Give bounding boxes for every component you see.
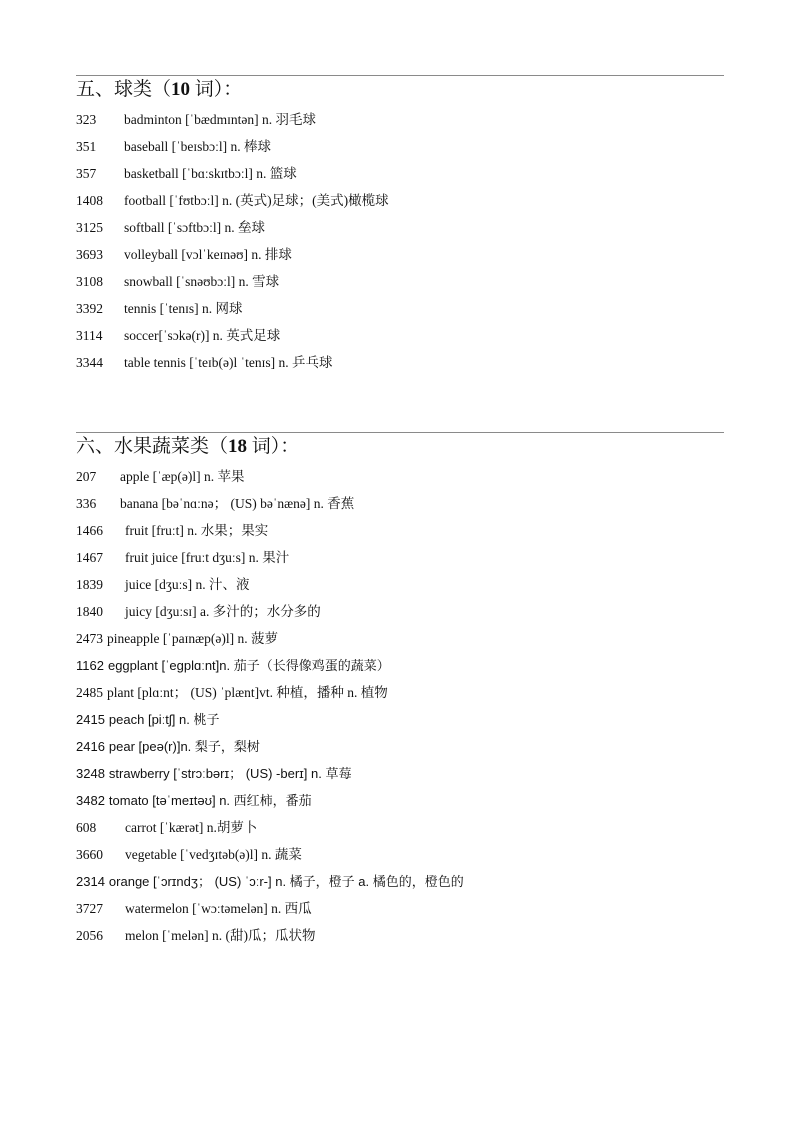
item-number: 608 xyxy=(76,820,97,835)
vocab-item xyxy=(76,900,724,927)
heading-count: 10 xyxy=(171,79,191,100)
vocab-item xyxy=(76,219,724,246)
item-number: 3344 xyxy=(76,355,103,370)
section-divider xyxy=(76,75,724,76)
vocab-item xyxy=(76,630,724,657)
section-divider xyxy=(76,432,724,433)
item-text: peach [piːtʃ] n. 桃子 xyxy=(108,712,220,727)
item-number: 3482 xyxy=(76,793,105,808)
item-text: watermelon [ˈwɔːtəmelən] n. 西瓜 xyxy=(125,901,312,916)
vocab-item xyxy=(76,111,724,138)
item-number: 336 xyxy=(76,496,97,511)
item-text: table tennis [ˈteɪb(ə)l ˈtenɪs] n. 乒乓球 xyxy=(124,355,333,370)
item-number: 1839 xyxy=(76,577,103,592)
vocab-item xyxy=(76,657,724,684)
item-number: 1467 xyxy=(76,550,103,565)
item-number: 323 xyxy=(76,112,97,127)
item-text: volleyball [vɔlˈkeɪnəʊ] n. 排球 xyxy=(124,247,292,262)
item-text: banana [bəˈnɑːnə； (US) bəˈnænə] n. 香蕉 xyxy=(120,496,355,511)
heading-count: 18 xyxy=(228,436,248,457)
vocab-item xyxy=(76,327,724,354)
item-number: 2056 xyxy=(76,928,103,943)
section-heading xyxy=(76,436,724,458)
item-text: softball [ˈsɔftbɔːl] n. 垒球 xyxy=(124,220,265,235)
item-number: 3392 xyxy=(76,301,103,316)
item-text: tomato [təˈmeɪtəʊ] n. 西红柿，番茄 xyxy=(108,793,312,808)
section-fruits-vegetables xyxy=(76,432,724,954)
vocab-item xyxy=(76,192,724,219)
item-text: football [ˈfʊtbɔːl] n. (英式)足球；(美式)橄榄球 xyxy=(124,193,389,208)
vocab-item xyxy=(76,576,724,603)
vocab-item xyxy=(76,765,724,792)
item-text: tennis [ˈtenɪs] n. 网球 xyxy=(124,301,243,316)
section-heading xyxy=(76,79,724,101)
vocab-item xyxy=(76,138,724,165)
item-number: 351 xyxy=(76,139,97,154)
vocab-item xyxy=(76,711,724,738)
item-number: 2485 xyxy=(76,685,103,700)
item-number: 3727 xyxy=(76,901,103,916)
vocab-item xyxy=(76,792,724,819)
item-text: juice [dʒuːs] n. 汁、液 xyxy=(125,577,250,592)
item-text: basketball [ˈbɑːskɪtbɔːl] n. 篮球 xyxy=(124,166,297,181)
vocab-item xyxy=(76,468,724,495)
item-text: pineapple [ˈpaɪnæp(ə)l] n. 菠萝 xyxy=(107,631,278,646)
vocab-item xyxy=(76,819,724,846)
item-number: 3693 xyxy=(76,247,103,262)
vocab-item xyxy=(76,873,724,900)
item-number: 2416 xyxy=(76,739,105,754)
item-text: fruit [fruːt] n. 水果；果实 xyxy=(125,523,269,538)
item-text: juicy [dʒuːsɪ] a. 多汁的；水分多的 xyxy=(125,604,321,619)
item-text: plant [plɑːnt； (US) ˈplænt]vt. 种植，播种 n. 植物 xyxy=(107,685,388,700)
item-text: pear [peə(r)]n. 梨子，梨树 xyxy=(108,739,260,754)
item-text: badminton [ˈbædmɪntən] n. 羽毛球 xyxy=(124,112,316,127)
heading-suffix: 词）： xyxy=(247,436,300,457)
vocab-item xyxy=(76,165,724,192)
item-number: 1466 xyxy=(76,523,103,538)
item-number: 3660 xyxy=(76,847,103,862)
item-text: orange [ˈɔrɪndʒ； (US) ˈɔːr-] n. 橘子，橙子 a. 橘色的，橙色的 xyxy=(108,874,464,889)
heading-suffix: 词）： xyxy=(190,79,243,100)
heading-prefix: 五、球类（ xyxy=(76,79,172,100)
vocab-item xyxy=(76,684,724,711)
item-number: 3125 xyxy=(76,220,103,235)
vocab-item xyxy=(76,549,724,576)
vocab-item xyxy=(76,927,724,954)
item-number: 2314 xyxy=(76,874,105,889)
vocab-item xyxy=(76,846,724,873)
item-text: snowball [ˈsnəʊbɔːl] n. 雪球 xyxy=(124,274,280,289)
item-number: 1408 xyxy=(76,193,103,208)
heading-prefix: 六、水果蔬菜类（ xyxy=(76,436,229,457)
vocab-item xyxy=(76,522,724,549)
item-text: apple [ˈæp(ə)l] n. 苹果 xyxy=(120,469,245,484)
item-number: 207 xyxy=(76,469,97,484)
vocab-item xyxy=(76,273,724,300)
item-text: vegetable [ˈvedʒɪtəb(ə)l] n. 蔬菜 xyxy=(125,847,302,862)
vocab-list xyxy=(76,111,724,381)
item-text: carrot [ˈkærət] n.胡萝卜 xyxy=(125,820,258,835)
item-text: melon [ˈmelən] n. (甜)瓜；瓜状物 xyxy=(125,928,316,943)
vocab-item xyxy=(76,603,724,630)
item-number: 3248 xyxy=(76,766,105,781)
vocab-item xyxy=(76,354,724,381)
item-number: 2415 xyxy=(76,712,105,727)
item-text: eggplant [ˈegplɑːnt]n. 茄子（长得像鸡蛋的蔬菜） xyxy=(107,658,390,673)
vocab-item xyxy=(76,246,724,273)
item-number: 1162 xyxy=(76,658,104,673)
item-number: 357 xyxy=(76,166,97,181)
item-number: 3114 xyxy=(76,328,103,343)
vocab-item xyxy=(76,738,724,765)
item-text: fruit juice [fruːt dʒuːs] n. 果汁 xyxy=(125,550,290,565)
item-number: 1840 xyxy=(76,604,103,619)
item-number: 2473 xyxy=(76,631,103,646)
item-text: baseball [ˈbeɪsbɔːl] n. 棒球 xyxy=(124,139,271,154)
vocab-item xyxy=(76,300,724,327)
item-number: 3108 xyxy=(76,274,103,289)
item-text: soccer[ˈsɔkə(r)] n. 英式足球 xyxy=(124,328,281,343)
section-ball-sports xyxy=(76,75,724,381)
item-text: strawberry [ˈstrɔːbərɪ； (US) -berɪ] n. 草莓 xyxy=(108,766,352,781)
vocab-list xyxy=(76,468,724,954)
vocab-item xyxy=(76,495,724,522)
